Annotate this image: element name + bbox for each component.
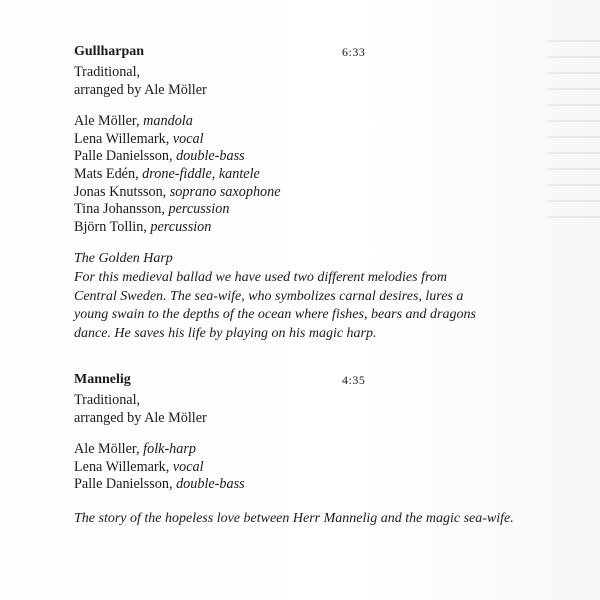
credit-line [74,184,544,202]
track-notes [74,250,544,343]
musician-role: mandola [143,113,193,130]
musician-role: drone-fiddle, kantele [142,165,260,182]
track-story: The story of the hopeless love between Herr Mannelig and the magic sea-wife. [74,510,514,526]
track-header [74,372,544,392]
musician-role: vocal [172,458,204,475]
credit-line [74,166,544,184]
track-composer: Traditional, [74,64,141,80]
bleed-through-text [548,40,600,380]
track-duration: 6:33 [342,45,366,59]
musician-role: double-bass [176,476,245,493]
credit-line [74,459,544,477]
notes-line: young swain to the depths of the ocean where fishes, bears and dragons [74,307,476,323]
musician-name: Ale Möller, [74,441,144,458]
musician-name: Jonas Knutsson, [74,183,170,200]
musician-name: Lena Willemark, [74,458,173,475]
notes-line: dance. He saves his life by playing on his magic harp. [74,325,377,341]
notes-line: For this medieval ballad we have used two different melodies from [74,269,448,285]
musician-name: Lena Willemark, [74,130,173,147]
track-arranger: arranged by Ale Möller [74,409,207,426]
notes-title: The Golden Harp [74,251,173,267]
credits-list [74,113,544,236]
musician-role: folk-harp [143,441,196,458]
credit-line [74,148,544,166]
musician-name: Björn Tollin, [74,218,151,235]
musician-role: vocal [172,130,204,147]
track-duration: 4:35 [342,373,366,387]
musician-name: Palle Danielsson, [74,476,177,493]
musician-role: percussion [168,201,230,218]
credit-line [74,201,544,219]
track-entry-mannelig [74,372,544,528]
track-arranger: arranged by Ale Möller [74,81,207,98]
credit-line [74,131,544,149]
credit-line [74,476,544,494]
musician-name: Tina Johansson, [74,201,169,218]
musician-name: Ale Möller, [74,113,144,130]
track-header [74,44,544,64]
credit-line [74,113,544,131]
credit-line [74,441,544,459]
credits-list [74,441,544,494]
track-title: Mannelig [74,372,131,387]
musician-role: soprano saxophone [169,183,281,200]
musician-role: double-bass [176,148,245,165]
credit-line [74,219,544,237]
musician-name: Palle Danielsson, [74,148,177,165]
musician-name: Mats Edén, [74,165,143,182]
track-composer: Traditional, [74,392,141,408]
track-title: Gullharpan [74,44,145,59]
track-entry-gullharpan [74,44,544,343]
notes-line: Central Sweden. The sea-wife, who symbolizes carnal desires, lures a [74,288,464,304]
musician-role: percussion [150,218,212,235]
